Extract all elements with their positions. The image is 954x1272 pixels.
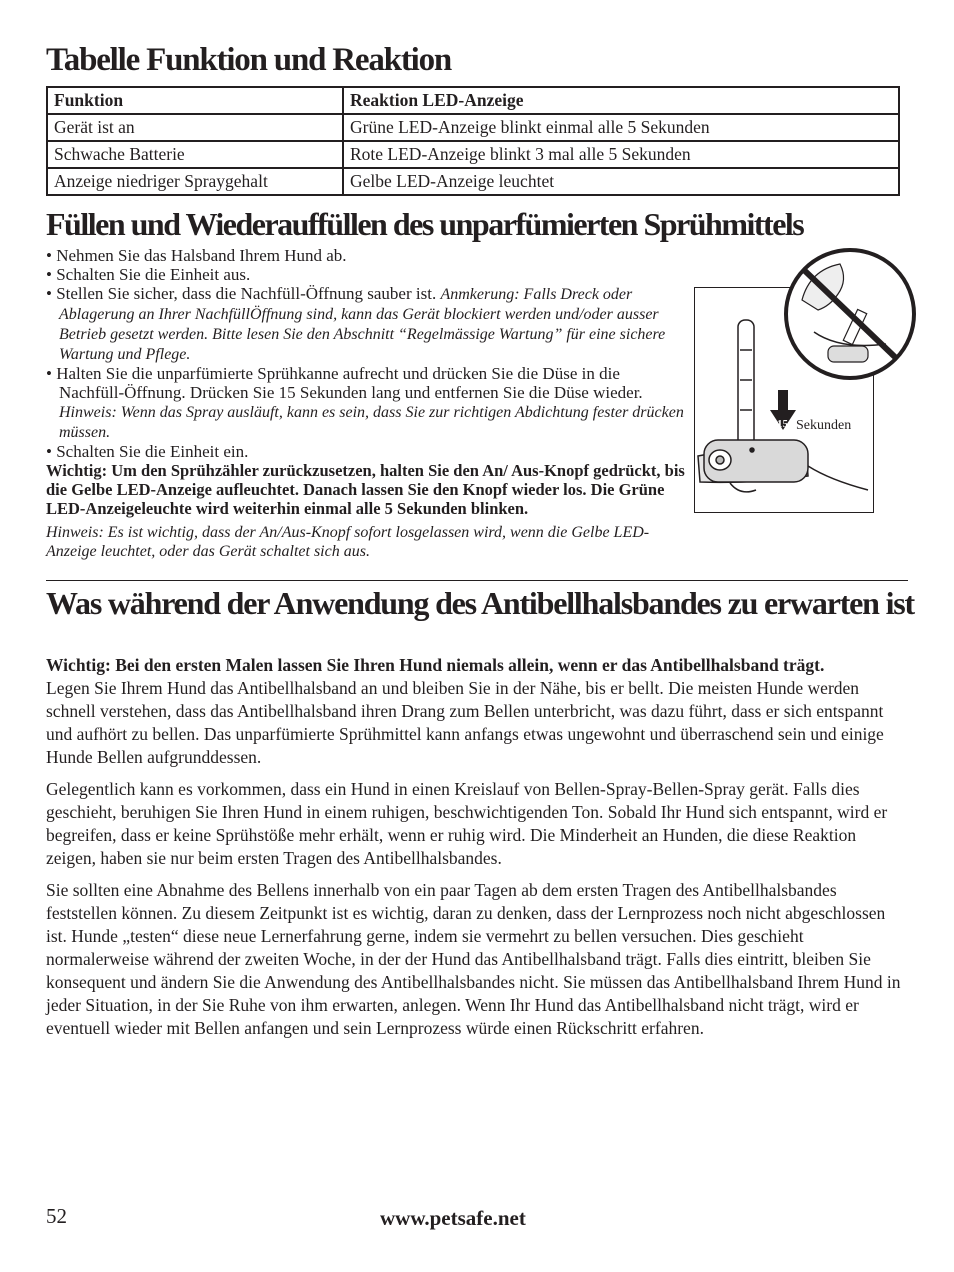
section-divider: [46, 580, 908, 581]
step-text: • Schalten Sie die Einheit aus.: [46, 265, 251, 284]
list-item: [46, 442, 686, 461]
step-text: • Halten Sie die unparfümierte Sprühkanne aufrecht und drücken Sie die Düse in die Nachfüll-Öffnung. Drücken Sie 15 Sekunden lang und entfernen Sie die Düse wieder.: [46, 364, 643, 402]
list-item: [46, 364, 686, 442]
paragraph: Legen Sie Ihrem Hund das Antibellhalsband an und bleiben Sie in der Nähe, bis er bellt. Die meisten Hunde werden schnell verstehen, dass das Antibellhalsband ihren Drang zum Bellen unterbricht, was dazu führt, dass er sich entspannt und aufhört zu bellen. Das unparfümierte Sprühmittel kann anfangs etwas ungewohnt und überraschend sein und einige Hunde Bellen aufgrunddessen.: [46, 678, 884, 767]
seconds-label: Sekunden: [796, 418, 852, 433]
important-reset-note: Wichtig: Um den Sprühzähler zurückzusetzen, halten Sie den An/ Aus-Knopf gedrückt, bis die Gelbe LED-Anzeige aufleuchtet. Danach lassen Sie den Knopf wieder los. Die Grüne LED-Anzeigeleuchte wird weiterhin einmal alle 5 Sekunden blinken.: [46, 461, 685, 518]
prohibited-refill-icon: [786, 250, 914, 378]
step-note: Hinweis: Wenn das Spray ausläuft, kann es sein, dass Sie zur richtigen Abdichtung fester drücken müssen.: [59, 404, 684, 441]
table-cell: Gelbe LED-Anzeige leuchtet: [343, 168, 899, 195]
paragraph: Sie sollten eine Abnahme des Bellens innerhalb von ein paar Tagen ab dem ersten Tragen des Antibellhalsbandes feststellen können. Zu diesem Zeitpunkt ist es wichtig, daran zu denken, dass der Lernprozess noch nicht abgeschlossen ist. Hunde „testen“ diese neue Lernerfahrung gerne, indem sie vermehrt zu bellen versuchen. Dies geschieht normalerweise während der zweiten Woche, in der der Hund das Antibellhalsband trägt. Falls dies eintritt, bleiben Sie konsequent und ändern Sie die Anwendung des Antibellhalsbandes nicht. Sie müssen das Antibellhalsband Ihrem Hund in jeder Situation, in der Sie Ruhe von ihm erwarten, anlegen. Wenn Ihr Hund das Antibellhalsband nicht trägt, wird er eventuell wieder mit Bellen anfangen und sein Lernprozess würde einen Rückschritt erfahren.: [46, 880, 901, 1038]
step-text: • Schalten Sie die Einheit ein.: [46, 442, 249, 461]
refill-steps-list: [46, 246, 686, 461]
led-function-table: [46, 86, 900, 196]
table-cell: Gerät ist an: [47, 114, 343, 141]
section-title-led-table: Tabelle Funktion und Reaktion: [46, 42, 452, 78]
step-note: Anmkerung: Falls Dreck oder Ablagerung an Ihrer NachfüllÖffnung sind, kann das Gerät blockiert werden und/oder ausser Betrieb gesetzt werden. Bitte lesen Sie den Abschnitt “Regelmässige Wartung” für eine sichere Wartung und Pflege.: [59, 286, 666, 363]
refill-illustration: [690, 240, 916, 516]
table-cell: Anzeige niedriger Spraygehalt: [47, 168, 343, 195]
table-header-row: [47, 87, 899, 114]
hint-note: Hinweis: Es ist wichtig, dass der An/Aus-Knopf sofort losgelassen wird, wenn die Gelbe LED-Anzeige leuchtet, oder das Gerät schaltet sich aus.: [46, 524, 650, 560]
table-cell: Grüne LED-Anzeige blinkt einmal alle 5 Sekunden: [343, 114, 899, 141]
page-number: 52: [46, 1204, 67, 1228]
list-item: [46, 246, 686, 265]
paragraph: Gelegentlich kann es vorkommen, dass ein Hund in einen Kreislauf von Bellen-Spray-Bellen-Spray gerät. Falls dies geschieht, beruhigen Sie Ihren Hund in einem ruhigen, beschwichtigenden Ton. Sobald Ihr Hund sich entspannt, wird er begreifen, dass er keine Sprühstöße mehr erhält, wenn er ruhig wird. Die Minderheit an Hunden, die diese Reaktion zeigen, haben sie nur beim ersten Tragen des Antibellhalsbandes.: [46, 779, 888, 868]
seconds-number: 15: [777, 418, 788, 430]
collar-unit-icon: [698, 440, 868, 492]
table-cell: Rote LED-Anzeige blinkt 3 mal alle 5 Sekunden: [343, 141, 899, 168]
section-title-refill: Füllen und Wiederauffüllen des unparfümierten Sprühmittels: [46, 206, 804, 242]
footer-url: www.petsafe.net: [380, 1206, 526, 1230]
table-cell: Schwache Batterie: [47, 141, 343, 168]
step-text: • Nehmen Sie das Halsband Ihrem Hund ab.: [46, 246, 347, 265]
table-row: [47, 114, 899, 141]
table-header-cell: Funktion: [47, 87, 343, 114]
step-text: • Stellen Sie sicher, dass die Nachfüll-Öffnung sauber ist.: [46, 284, 437, 303]
table-header-cell: Reaktion LED-Anzeige: [343, 87, 899, 114]
table-row: [47, 141, 899, 168]
usage-body: [46, 654, 910, 1049]
section-title-usage: Was während der Anwendung des Antibellhalsbandes zu erwarten ist: [46, 585, 914, 621]
list-item: [46, 284, 686, 364]
important-usage-note: Wichtig: Bei den ersten Malen lassen Sie Ihren Hund niemals allein, wenn er das Antibellhalsband trägt.: [46, 655, 825, 675]
refill-instructions: [46, 246, 686, 561]
table-row: [47, 168, 899, 195]
list-item: [46, 265, 686, 284]
